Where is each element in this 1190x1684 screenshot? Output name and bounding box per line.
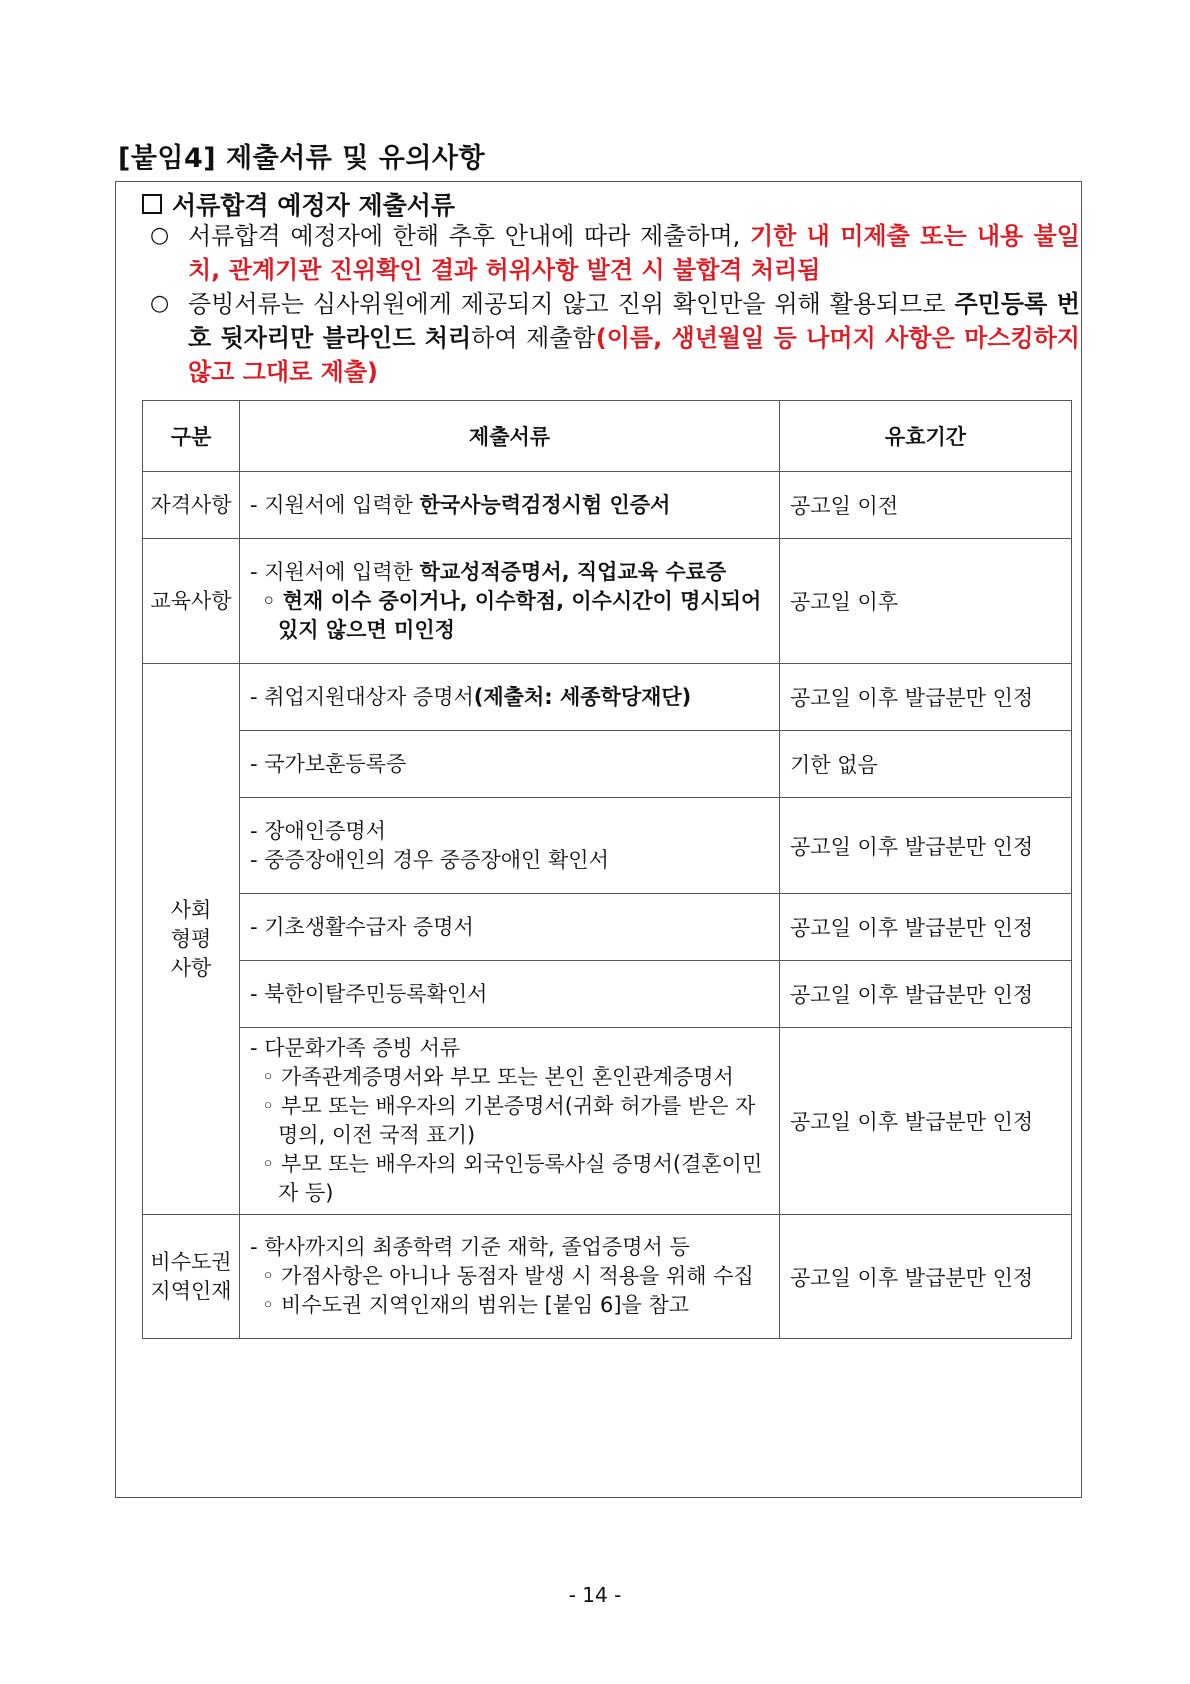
table-row — [143, 1028, 1072, 1215]
documents-table — [142, 400, 1072, 1339]
checkbox-square-icon — [142, 194, 162, 214]
table-row — [143, 1215, 1072, 1339]
doc-sub-note: ◦ 비수도권 지역인재의 범위는 [붙임 6]을 참고 — [262, 1293, 690, 1317]
page-number: - 14 - — [568, 1583, 622, 1607]
header-category: 구분 — [143, 401, 240, 472]
bullet-1-warning: 기한 내 미제출 또는 내용 불일치, 관계기관 진위확인 결과 허위사항 발견 시 불합격 처리됨 — [188, 222, 1080, 284]
doc-emphasis: 한국사능력검정시험 인증서 — [419, 492, 671, 517]
documents-cell: - 기초생활수급자 증명서 — [240, 894, 780, 961]
table-row — [143, 539, 1072, 664]
header-validity: 유효기간 — [780, 401, 1072, 472]
section-heading-text: 서류합격 예정자 제출서류 — [172, 191, 456, 220]
section-heading — [142, 186, 455, 222]
table-row — [143, 472, 1072, 539]
category-cell: 자격사항 — [143, 472, 240, 539]
documents-cell: - 국가보훈등록증 — [240, 731, 780, 798]
documents-cell — [240, 1215, 780, 1339]
doc-line: - 지원서에 입력한 — [250, 492, 420, 517]
bullet-2-warning: (이름, 생년월일 등 나머지 사항은 마스킹하지 않고 그대로 제출) — [188, 324, 1080, 386]
documents-cell — [240, 664, 780, 731]
documents-cell: - 북한이탈주민등록확인서 — [240, 961, 780, 1028]
doc-line: - 지원서에 입력한 — [250, 559, 420, 584]
header-documents: 제출서류 — [240, 401, 780, 472]
category-cell: 사회 형평 사항 — [143, 664, 240, 1215]
notice-bullet-2 — [150, 287, 1080, 389]
table-row — [143, 894, 1072, 961]
validity-cell: 공고일 이후 발급분만 인정 — [780, 1215, 1072, 1339]
validity-cell: 공고일 이후 발급분만 인정 — [780, 664, 1072, 731]
validity-cell: 공고일 이후 발급분만 인정 — [780, 961, 1072, 1028]
doc-line: - 다문화가족 증빙 서류 — [250, 1036, 461, 1060]
documents-cell — [240, 798, 780, 894]
documents-cell — [240, 1028, 780, 1215]
doc-sub-note: ◦ 가족관계증명서와 부모 또는 본인 혼인관계증명서 — [262, 1065, 734, 1089]
bullet-1-text: 서류합격 예정자에 한해 추후 안내에 따라 제출하며, — [188, 222, 750, 250]
validity-cell: 공고일 이후 발급분만 인정 — [780, 894, 1072, 961]
doc-line: - 중증장애인의 경우 중증장애인 확인서 — [250, 847, 609, 872]
notice-bullet-1 — [150, 219, 1080, 287]
category-cell: 교육사항 — [143, 539, 240, 664]
table-header-row — [143, 401, 1072, 472]
validity-cell: 공고일 이후 — [780, 539, 1072, 664]
validity-cell: 공고일 이전 — [780, 472, 1072, 539]
doc-sub-note: ◦ 부모 또는 배우자의 외국인등록사실 증명서(결혼이민자 등) — [262, 1152, 763, 1205]
doc-sub-note: ◦ 현재 이수 중이거나, 이수학점, 이수시간이 명시되어 있지 않으면 미인정 — [262, 588, 762, 642]
table-row — [143, 731, 1072, 798]
attachment-title: [붙임4] 제출서류 및 유의사항 — [118, 143, 486, 174]
doc-sub-note: ◦ 부모 또는 배우자의 기본증명서(귀화 허가를 받은 자 명의, 이전 국적 표기) — [262, 1094, 756, 1147]
category-cell: 비수도권 지역인재 — [143, 1215, 240, 1339]
table-row — [143, 961, 1072, 1028]
circle-bullet-icon: ○ — [150, 291, 170, 316]
documents-cell — [240, 539, 780, 664]
doc-emphasis: (제출처: 세종학당재단) — [473, 684, 692, 709]
bullet-2-text-2: 하여 제출함 — [471, 324, 596, 352]
validity-cell: 공고일 이후 발급분만 인정 — [780, 1028, 1072, 1215]
validity-cell: 기한 없음 — [780, 731, 1072, 798]
bullet-2-text: 증빙서류는 심사위원에게 제공되지 않고 진위 확인만을 위해 활용되므로 — [188, 290, 955, 318]
doc-line: - 취업지원대상자 증명서 — [250, 684, 474, 709]
documents-cell — [240, 472, 780, 539]
doc-line: - 학사까지의 최종학력 기준 재학, 졸업증명서 등 — [250, 1235, 690, 1259]
doc-sub-note: ◦ 가점사항은 아니나 동점자 발생 시 적용을 위해 수집 — [262, 1264, 754, 1288]
doc-line: - 장애인증명서 — [250, 818, 386, 843]
table-row — [143, 798, 1072, 894]
validity-cell: 공고일 이후 발급분만 인정 — [780, 798, 1072, 894]
circle-bullet-icon: ○ — [150, 223, 170, 248]
bullet-2-emphasis: 주민등록 번호 뒷자리만 블라인드 처리 — [188, 290, 1080, 352]
table-row — [143, 664, 1072, 731]
doc-emphasis: 학교성적증명서, 직업교육 수료증 — [419, 559, 727, 584]
